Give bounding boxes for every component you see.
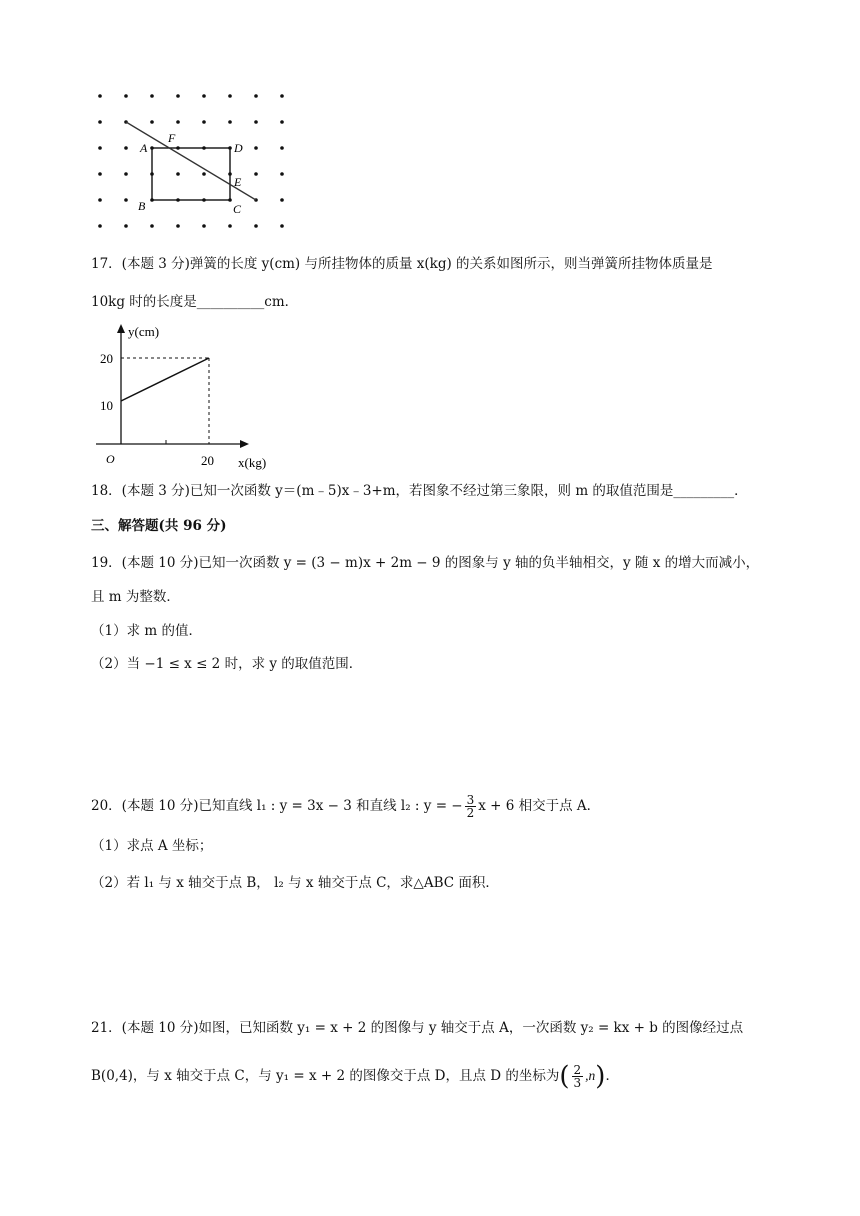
- y-axis-label: y(cm): [128, 324, 160, 339]
- label-a: A: [140, 141, 148, 155]
- q20-fraction-numerator: 3: [466, 793, 475, 807]
- label-d: D: [234, 141, 243, 155]
- y-axis-arrow: [117, 324, 125, 333]
- q17-line1: 17．(本题 3 分)弹簧的长度 y(cm) 与所挂物体的质量 x(kg) 的关系如图所示，则当弹簧所挂物体质量是: [91, 256, 713, 272]
- q19-part2: （2）当 −1 ≤ x ≤ 2 时，求 y 的取值范围．: [91, 656, 363, 672]
- origin-label: O: [106, 452, 115, 466]
- q20-line1-start: 20．(本题 10 分)已知直线 l₁ : y = 3x − 3 和直线 l₂ : y = −: [91, 798, 463, 814]
- q21-line1: 21．(本题 10 分)如图，已知函数 y₁ = x + 2 的图像与 y 轴交于点 A，一次函数 y₂ = kx + b 的图像经过点: [91, 1020, 744, 1036]
- q20-fraction-denominator: 2: [466, 806, 475, 820]
- q18-text: 18．(本题 3 分)已知一次函数 y＝(m﹣5)x﹣3+m，若图象不经过第三象限，则 m 的取值范围是_________．: [91, 483, 748, 499]
- q17-line2: 10kg 时的长度是__________cm．: [91, 294, 299, 310]
- q19-part1: （1）求 m 的值．: [91, 623, 202, 639]
- q20-part2: （2）若 l₁ 与 x 轴交于点 B， l₂ 与 x 轴交于点 C，求△ABC 面积．: [91, 875, 499, 891]
- q19-line1: 19．(本题 10 分)已知一次函数 y = (3 − m)x + 2m − 9 的图象与 y 轴的负半轴相交，y 随 x 的增大而减小，: [91, 555, 760, 571]
- q19-line2: 且 m 为整数．: [91, 589, 180, 605]
- x-axis-arrow: [240, 440, 249, 448]
- q16-grid-figure: [88, 82, 298, 232]
- q17-chart: [88, 322, 288, 472]
- q20-fraction: [465, 794, 477, 819]
- y-tick-label-20: 20: [100, 351, 113, 366]
- q21-paren-close: ): [595, 1061, 606, 1092]
- q21-line2: [91, 1061, 619, 1092]
- q21-fraction-numerator: 2: [573, 1063, 582, 1077]
- q21-coord-n: ,n: [585, 1068, 596, 1083]
- q20-line1-end: x + 6 相交于点 A．: [478, 798, 601, 814]
- q21-line2-start: B(0,4)，与 x 轴交于点 C，与 y₁ = x + 2 的图像交于点 D，且点 D 的坐标为: [91, 1068, 560, 1084]
- q21-line2-end: ．: [605, 1068, 619, 1084]
- x-axis-label: x(kg): [238, 455, 267, 470]
- section-heading: 三、解答题(共 96 分): [91, 518, 227, 534]
- q20-part1: （1）求点 A 坐标；: [91, 838, 213, 854]
- q21-fraction: [572, 1064, 584, 1089]
- q21-paren-open: (: [559, 1061, 570, 1092]
- label-c: C: [233, 202, 242, 216]
- q20-line1: [91, 794, 600, 819]
- label-f: F: [168, 131, 176, 145]
- label-b: B: [138, 199, 146, 213]
- q21-fraction-denominator: 3: [573, 1076, 582, 1090]
- series-line: [121, 358, 209, 401]
- x-tick-label-20: 20: [201, 453, 214, 468]
- rectangle-abcd: [152, 148, 230, 200]
- label-e: E: [234, 175, 242, 189]
- y-tick-label-10: 10: [100, 398, 113, 413]
